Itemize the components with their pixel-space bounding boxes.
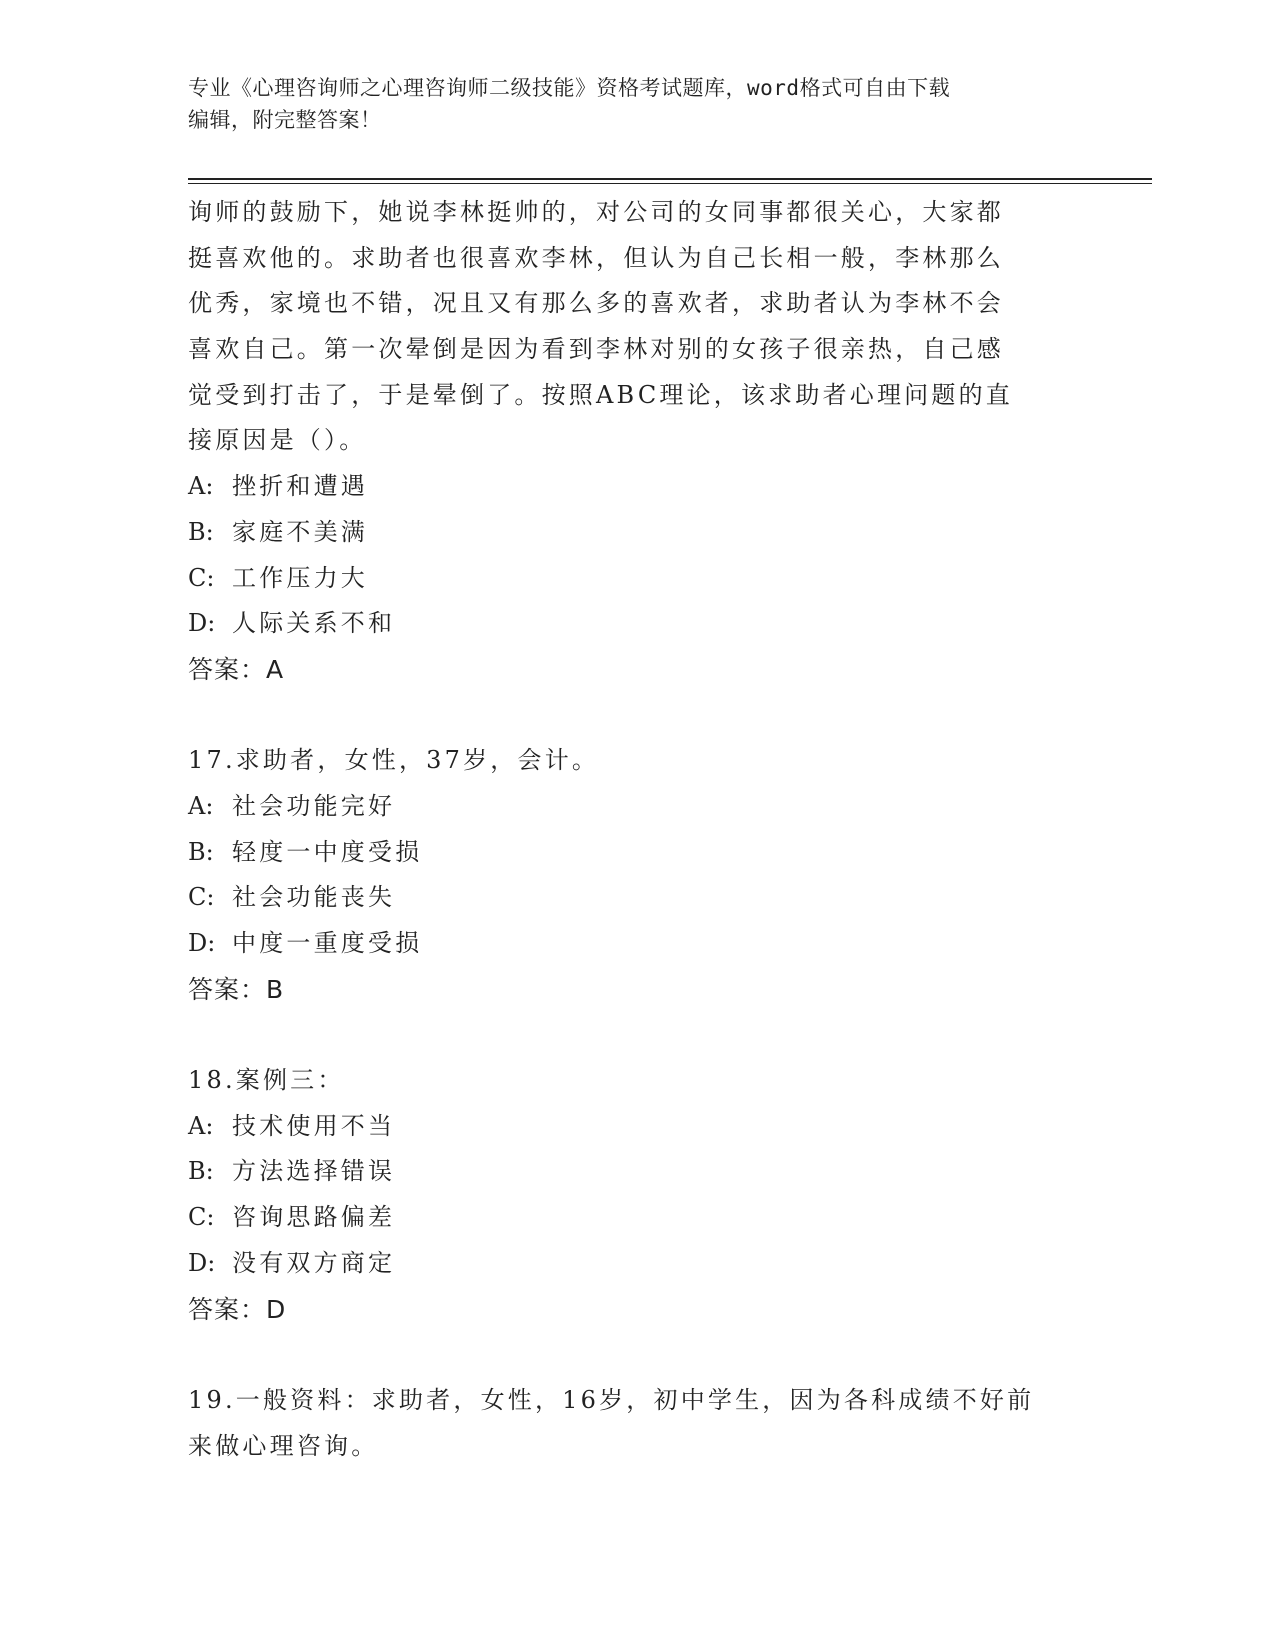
option-letter: A: xyxy=(188,1111,214,1140)
option-b xyxy=(188,1149,1088,1195)
question-stem-line: 接原因是（）。 xyxy=(188,426,367,455)
option-c xyxy=(188,1195,1088,1241)
option-letter: D: xyxy=(188,609,216,638)
option-a xyxy=(188,1104,1088,1150)
option-c xyxy=(188,556,1088,602)
option-text: 技术使用不当 xyxy=(232,1111,396,1140)
option-letter: A: xyxy=(188,472,214,501)
question-16 xyxy=(188,190,1088,693)
option-text: 没有双方商定 xyxy=(232,1248,396,1277)
header-line-1: 专业《心理咨询师之心理咨询师二级技能》资格考试题库，word格式可自由下载 xyxy=(188,76,951,100)
header-rule-thick xyxy=(188,178,1152,180)
option-a xyxy=(188,784,1088,830)
option-letter: C: xyxy=(188,1203,215,1232)
option-text: 人际关系不和 xyxy=(232,609,396,638)
option-text: 挫折和遭遇 xyxy=(232,472,368,501)
option-letter: C: xyxy=(188,563,215,592)
answer-line: 答案：A xyxy=(188,654,285,684)
option-text: 工作压力大 xyxy=(232,563,368,592)
question-stem-line: 喜欢自己。第一次晕倒是因为看到李林对别的女孩子很亲热，自己感 xyxy=(188,335,1004,364)
option-b xyxy=(188,830,1088,876)
option-d xyxy=(188,921,1088,967)
answer-line: 答案：B xyxy=(188,974,285,1004)
question-stem: 18.案例三： xyxy=(188,1066,345,1095)
option-c xyxy=(188,875,1088,921)
option-text: 方法选择错误 xyxy=(232,1157,396,1186)
question-stem-line: 挺喜欢他的。求助者也很喜欢李林，但认为自己长相一般，李林那么 xyxy=(188,243,1004,272)
question-stem-line: 19.一般资料：求助者，女性，16岁，初中学生，因为各科成绩不好前 xyxy=(188,1385,1035,1414)
question-stem-line: 觉受到打击了，于是晕倒了。按照ABC理论，该求助者心理问题的直 xyxy=(188,380,1013,409)
option-text: 家庭不美满 xyxy=(232,517,368,546)
question-stem-line: 询师的鼓励下，她说李林挺帅的，对公司的女同事都很关心，大家都 xyxy=(188,198,1004,226)
option-text: 社会功能丧失 xyxy=(232,883,396,912)
option-letter: A: xyxy=(188,791,214,820)
option-letter: D: xyxy=(188,929,216,957)
question-content xyxy=(188,190,1088,1469)
spacer xyxy=(188,1012,1088,1058)
option-d xyxy=(188,601,1088,647)
answer-line: 答案：D xyxy=(188,1294,287,1324)
spacer xyxy=(188,693,1088,739)
question-19 xyxy=(188,1378,1088,1469)
option-text: 中度一重度受损 xyxy=(232,929,423,957)
option-text: 咨询思路偏差 xyxy=(232,1203,396,1232)
spacer xyxy=(188,1332,1088,1378)
question-17 xyxy=(188,738,1088,1012)
header-line-2: 编辑，附完整答案！ xyxy=(188,108,382,132)
page-header xyxy=(188,72,1068,136)
option-d xyxy=(188,1241,1088,1287)
question-stem-line: 优秀，家境也不错，况且又有那么多的喜欢者，求助者认为李林不会 xyxy=(188,289,1004,318)
question-18 xyxy=(188,1058,1088,1332)
question-stem-line: 来做心理咨询。 xyxy=(188,1431,379,1460)
option-b xyxy=(188,510,1088,556)
option-text: 轻度一中度受损 xyxy=(232,837,423,866)
option-letter: B: xyxy=(188,837,214,866)
option-text: 社会功能完好 xyxy=(232,791,396,820)
option-letter: B: xyxy=(188,517,214,546)
question-stem: 17.求助者，女性，37岁，会计。 xyxy=(188,746,600,775)
header-rule-thin xyxy=(188,183,1152,184)
option-letter: C: xyxy=(188,883,215,912)
option-a xyxy=(188,464,1088,510)
option-letter: B: xyxy=(188,1157,214,1186)
option-letter: D: xyxy=(188,1248,216,1277)
